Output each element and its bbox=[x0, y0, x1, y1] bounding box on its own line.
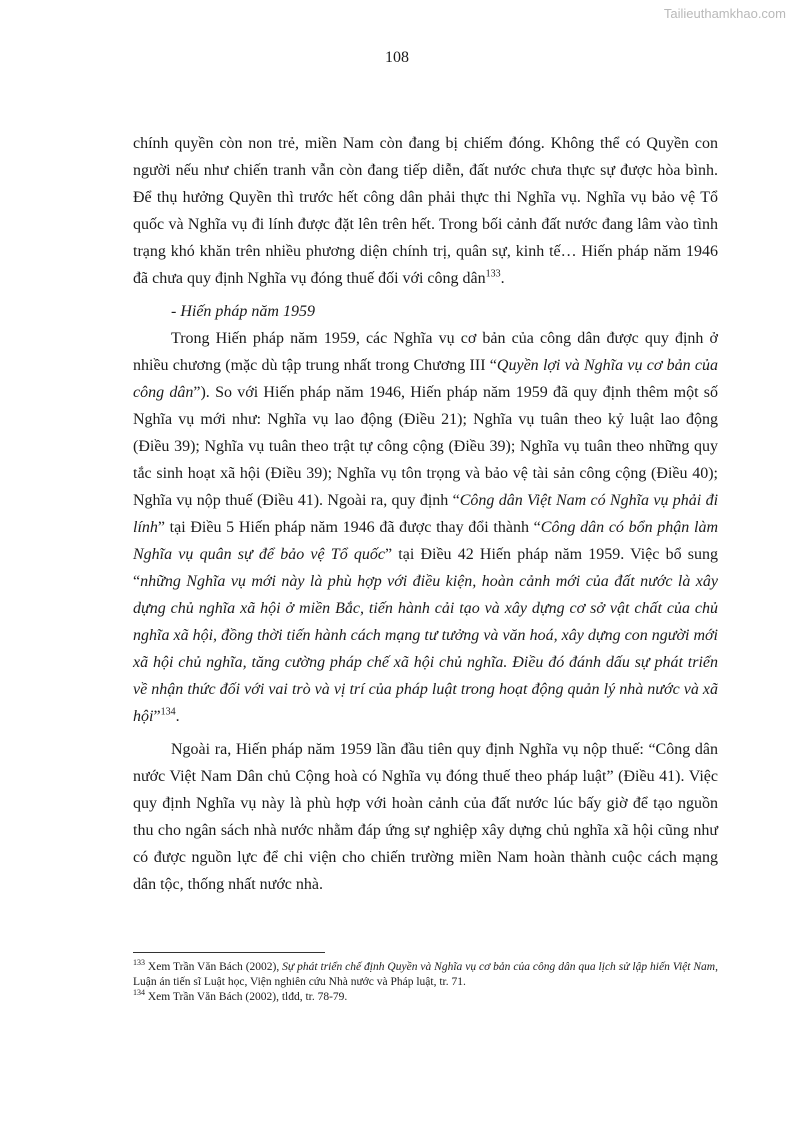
text-run: Xem Trần Văn Bách (2002), tlđd, tr. 78-79. bbox=[145, 991, 348, 1003]
section-heading bbox=[133, 298, 718, 325]
watermark: Tailieuthamkhao.com bbox=[663, 6, 786, 21]
footnote-separator bbox=[133, 952, 325, 953]
italic-run: Công dân có bổn phận làm Nghĩa vụ quân sự để bảo vệ Tổ quốc bbox=[133, 519, 719, 563]
text-run: . bbox=[175, 708, 180, 725]
text-run: , Luận án tiến sĩ Luật học, Viện nghiên cứu Nhà nước và Pháp luật, tr. 71. bbox=[133, 961, 718, 988]
text-run: ” tại Điều 42 Hiến pháp năm 1959. Việc bổ sung “ bbox=[133, 546, 718, 590]
text-run: chính quyền còn non trẻ, miền Nam còn đang bị chiếm đóng. Không thể có Quyền con người nếu như chiến tranh vẫn còn đang tiếp diễn, đất nước chưa thực sự được hòa bình. Để thụ hưởng Quyền thì trước hết công dân phải thực thi Nghĩa vụ. Nghĩa vụ bảo vệ Tổ quốc và Nghĩa vụ đi lính được đặt lên trên hết. Trong bối cảnh đất nước đang lâm vào tình trạng khó khăn trên nhiều phương diện chính trị, quân sự, kinh tế… Hiến pháp năm 1946 đã chưa quy định Nghĩa vụ đóng thuế đối với công dân bbox=[133, 135, 718, 287]
footnote bbox=[133, 990, 718, 1005]
page-number: 108 bbox=[385, 49, 409, 66]
text-run: Trong Hiến pháp năm 1959, các Nghĩa vụ cơ bản của công dân được quy định ở nhiều chương (mặc dù tập trung nhất trong Chương III “ bbox=[133, 330, 718, 374]
italic-run: Công dân Việt Nam có Nghĩa vụ phải đi lính bbox=[133, 492, 719, 536]
italic-run: những Nghĩa vụ mới này là phù hợp với điều kiện, hoàn cảnh mới của đất nước là xây dựng chủ nghĩa xã hội ở miền Bắc, tiến hành cải tạo và xây dựng cơ sở vật chất của chủ nghĩa xã hội, đồng thời tiến hành cách mạng tư tưởng và văn hoá, xây dựng con người mới xã hội chủ nghĩa, tăng cường pháp chế xã hội chủ nghĩa. Điều đó đánh dấu sự phát triển về nhận thức đối với vai trò và vị trí của pháp luật trong hoạt động quản lý nhà nước và xã hội bbox=[133, 573, 718, 725]
text-run: Xem Trần Văn Bách (2002), bbox=[145, 961, 283, 973]
text-run: Ngoài ra, Hiến pháp năm 1959 lần đầu tiên quy định Nghĩa vụ nộp thuế: “Công dân nước Việt Nam Dân chủ Cộng hoà có Nghĩa vụ đóng thuế theo pháp luật” (Điều 41). Việc quy định Nghĩa vụ này là phù hợp với hoàn cảnh của đất nước lúc bấy giờ để tạo nguồn thu cho ngân sách nhà nước nhằm đáp ứng sự nghiệp xây dựng chủ nghĩa xã hội cũng như có được nguồn lực để chi viện cho chiến trường miền Nam hoàn thành cuộc cách mạng dân tộc, thống nhất nước nhà. bbox=[133, 741, 718, 893]
footnotes bbox=[133, 960, 718, 1005]
paragraph bbox=[133, 130, 718, 292]
footnote-ref: 134 bbox=[160, 706, 176, 718]
italic-run: Sự phát triển chế định Quyền và Nghĩa vụ cơ bản của công dân qua lịch sử lập hiến Việt Nam bbox=[282, 961, 716, 973]
paragraph bbox=[133, 736, 718, 898]
paragraph bbox=[133, 325, 718, 730]
text-run: ” tại Điều 5 Hiến pháp năm 1946 đã được thay đổi thành “ bbox=[157, 519, 541, 536]
italic-run: Quyền lợi và Nghĩa vụ cơ bản của công dân bbox=[133, 357, 719, 401]
text-run: - Hiến pháp năm 1959 bbox=[171, 303, 315, 320]
footnote-ref: 134 bbox=[133, 988, 145, 998]
text-run: . bbox=[500, 270, 505, 287]
footnote-ref: 133 bbox=[133, 958, 145, 968]
body-text bbox=[133, 130, 718, 898]
text-run: ”). So với Hiến pháp năm 1946, Hiến pháp năm 1959 đã quy định thêm một số Nghĩa vụ mới như: Nghĩa vụ lao động (Điều 21); Nghĩa vụ tuân theo kỷ luật lao động (Điều 39); Nghĩa vụ tuân theo trật tự công cộng (Điều 39); Nghĩa vụ tuân theo những quy tắc sinh hoạt xã hội (Điều 39); Nghĩa vụ tôn trọng và bảo vệ tài sản công cộng (Điều 40); Nghĩa vụ nộp thuế (Điều 41). Ngoài ra, quy định “ bbox=[133, 384, 719, 509]
footnote-ref: 133 bbox=[485, 268, 501, 280]
text-run: ” bbox=[153, 708, 161, 725]
footnote bbox=[133, 960, 718, 990]
